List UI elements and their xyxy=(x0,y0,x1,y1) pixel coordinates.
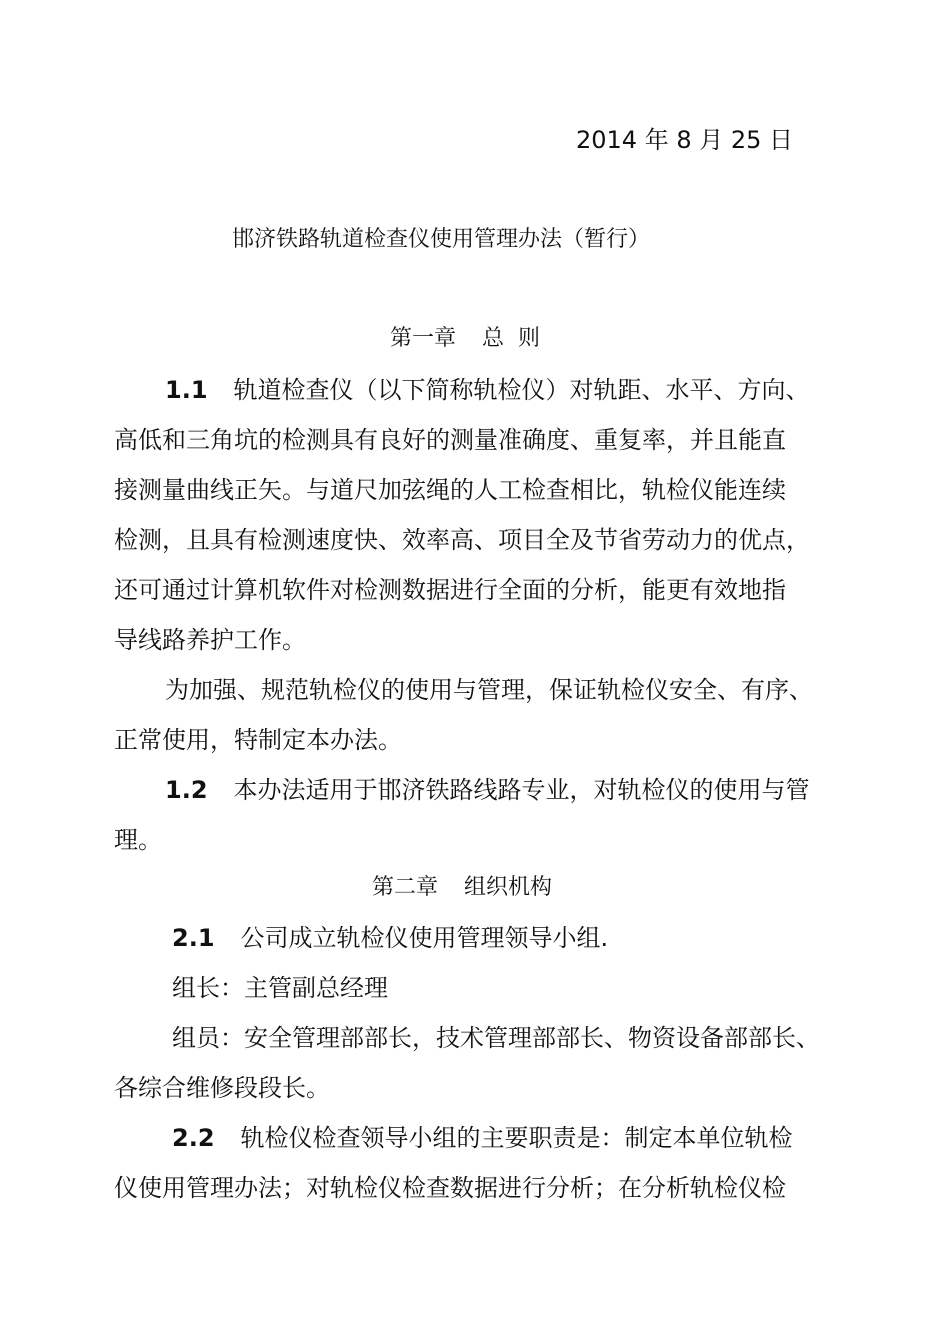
chapter-1-number: 第一章 xyxy=(390,326,457,351)
section-text: 轨道检查仪（以下简称轨检仪）对轨距、水平、方向、 xyxy=(233,376,810,404)
section-1-1-line-4: 检测，且具有检测速度快、效率高、项目全及节省劳动力的优点， xyxy=(114,526,810,554)
section-text: 公司成立轨检仪使用管理领导小组. xyxy=(240,924,609,952)
chapter-1-heading xyxy=(390,323,540,355)
chapter-2-title: 组织机构 xyxy=(464,875,553,900)
members-line-1: 组员：安全管理部部长，技术管理部部长、物资设备部部长、 xyxy=(172,1024,820,1052)
chapter-2-heading xyxy=(372,872,552,904)
section-1-1-line-2: 高低和三角坑的检测具有良好的测量准确度、重复率，并且能直 xyxy=(114,426,786,454)
section-1-2-line-2: 理。 xyxy=(114,826,162,854)
paragraph-strengthen-line-1: 为加强、规范轨检仪的使用与管理，保证轨检仪安全、有序、 xyxy=(165,676,813,704)
section-number: 1.1 xyxy=(165,376,208,404)
document-date: 2014 年 8 月 25 日 xyxy=(576,126,794,154)
section-2-2-line-2: 仪使用管理办法；对轨检仪检查数据进行分析；在分析轨检仪检 xyxy=(114,1174,786,1202)
section-1-1-line-5: 还可通过计算机软件对检测数据进行全面的分析，能更有效地指 xyxy=(114,576,786,604)
chapter-1-title-part-2: 则 xyxy=(518,326,541,351)
chapter-1-title-part-1: 总 xyxy=(482,326,505,351)
section-1-1-line-1 xyxy=(165,374,810,406)
section-1-1-line-6: 导线路养护工作。 xyxy=(114,626,306,654)
section-2-1-line-1 xyxy=(172,922,608,954)
leader-line: 组长：主管副总经理 xyxy=(172,974,388,1002)
section-number: 2.1 xyxy=(172,924,215,952)
section-2-2-line-1 xyxy=(172,1122,793,1154)
section-text: 轨检仪检查领导小组的主要职责是：制定本单位轨检 xyxy=(240,1124,793,1152)
paragraph-strengthen-line-2: 正常使用，特制定本办法。 xyxy=(114,726,402,754)
document-title: 邯济铁路轨道检查仪使用管理办法（暂行） xyxy=(232,227,651,252)
section-text: 本办法适用于邯济铁路线路专业，对轨检仪的使用与管 xyxy=(233,776,810,804)
section-1-1-line-3: 接测量曲线正矢。与道尺加弦绳的人工检查相比，轨检仪能连续 xyxy=(114,476,786,504)
section-1-2-line-1 xyxy=(165,774,810,806)
section-number: 2.2 xyxy=(172,1124,215,1152)
members-line-2: 各综合维修段段长。 xyxy=(114,1074,330,1102)
chapter-2-number: 第二章 xyxy=(372,875,439,900)
section-number: 1.2 xyxy=(165,776,208,804)
